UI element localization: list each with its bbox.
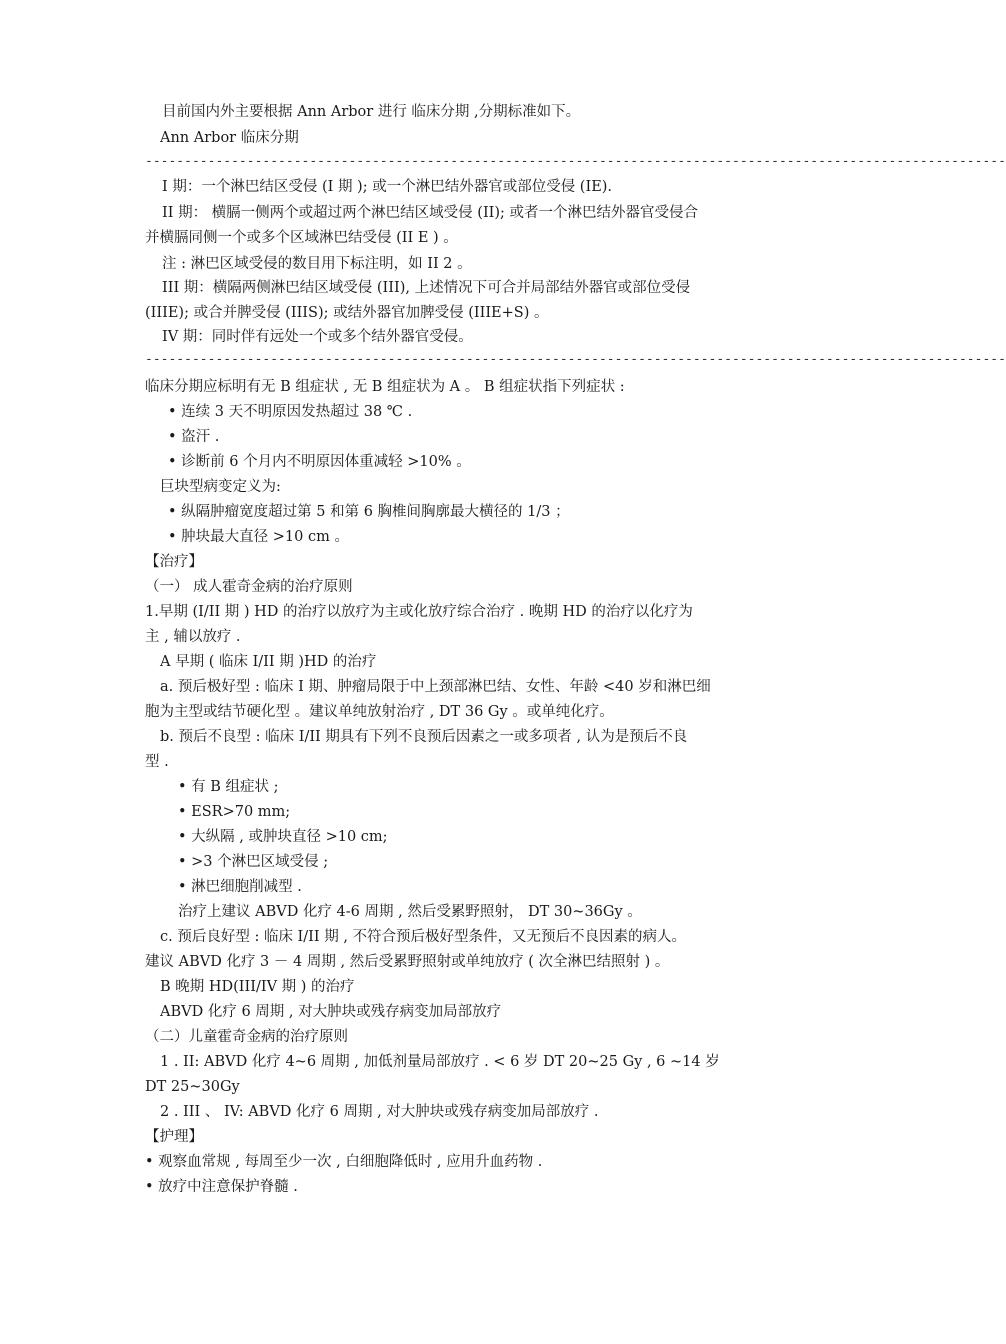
paragraph-line: b. 预后不良型 : 临床 I/II 期具有下列不良预后因素之一或多项者 , 认为是预后不良 xyxy=(160,729,688,745)
intro-line: 目前国内外主要根据 Ann Arbor 进行 临床分期 ,分期标准如下。 xyxy=(162,104,581,120)
section-heading-treatment: 【治疗】 xyxy=(145,554,203,570)
paragraph-line: a. 预后极好型 : 临床 I 期、肿瘤局限于中上颈部淋巴结、女性、年龄 <40 岁和淋巴细 xyxy=(160,679,711,695)
divider-rule: -------------------------------------------------------------------------------------------------------------- xyxy=(145,154,1006,169)
divider-rule: -------------------------------------------------------------------------------------------------------------- xyxy=(145,352,1006,367)
bullet-item: • 盗汗 . xyxy=(168,429,220,445)
subsection-heading: （二）儿童霍奇金病的治疗原则 xyxy=(145,1029,348,1045)
paragraph-line: 1.早期 (I/II 期 ) HD 的治疗以放疗为主或化放疗综合治疗 . 晚期 HD 的治疗以化疗为 xyxy=(145,604,693,620)
bullet-item: • 观察血常规 , 每周至少一次 , 白细胞降低时 , 应用升血药物 . xyxy=(145,1154,543,1170)
paragraph-line: 治疗上建议 ABVD 化疗 4-6 周期 , 然后受累野照射， DT 30~36Gy 。 xyxy=(178,904,642,920)
stage-i-line: I 期：一个淋巴结区受侵 (I 期 ); 或一个淋巴结外器官或部位受侵 (IE). xyxy=(162,179,613,195)
paragraph-line: 建议 ABVD 化疗 3 － 4 周期 , 然后受累野照射或单纯放疗 ( 次全淋巴结照射 ) 。 xyxy=(145,954,670,970)
paragraph-line: DT 25~30Gy xyxy=(145,1079,240,1095)
bullet-item: • ESR>70 mm; xyxy=(178,804,291,820)
bullet-item: • 连续 3 天不明原因发热超过 38 ℃ . xyxy=(168,404,413,420)
paragraph-line: 1 . II: ABVD 化疗 4~6 周期 , 加低剂量局部放疗 . < 6 岁 DT 20~25 Gy , 6 ~14 岁 xyxy=(160,1054,720,1070)
bullet-item: • 有 B 组症状 ; xyxy=(178,779,279,795)
stage-iii-continued: (IIIE); 或合并脾受侵 (IIIS); 或结外器官加脾受侵 (IIIE+S) 。 xyxy=(145,305,549,321)
bullet-item: • 肿块最大直径 >10 cm 。 xyxy=(168,529,349,545)
bullet-item: • 大纵隔 , 或肿块直径 >10 cm; xyxy=(178,829,388,845)
bullet-item: • 放疗中注意保护脊髓 . xyxy=(145,1179,298,1195)
bullet-item: • 诊断前 6 个月内不明原因体重减轻 >10% 。 xyxy=(168,454,471,470)
paragraph-line: ABVD 化疗 6 周期 , 对大肿块或残存病变加局部放疗 xyxy=(160,1004,502,1020)
bullet-item: • >3 个淋巴区域受侵 ; xyxy=(178,854,329,870)
subheading: A 早期 ( 临床 I/II 期 )HD 的治疗 xyxy=(160,654,377,670)
subsection-heading: （一） 成人霍奇金病的治疗原则 xyxy=(145,579,353,595)
stage-iii-line: III 期：横隔两侧淋巴结区域受侵 (III), 上述情况下可合并局部结外器官或部位受侵 xyxy=(162,280,691,296)
stage-ii-continued: 并横膈同侧一个或多个区域淋巴结受侵 (II E ) 。 xyxy=(145,230,458,246)
staging-heading: Ann Arbor 临床分期 xyxy=(160,130,299,146)
paragraph-line: c. 预后良好型 : 临床 I/II 期 , 不符合预后极好型条件，又无预后不良因素的病人。 xyxy=(160,929,687,945)
paragraph-line: 2 . III 、 IV: ABVD 化疗 6 周期 , 对大肿块或残存病变加局部放疗 . xyxy=(160,1104,599,1120)
bullet-item: • 淋巴细胞削减型 . xyxy=(178,879,302,895)
stage-iv-line: IV 期：同时伴有远处一个或多个结外器官受侵。 xyxy=(162,329,473,345)
bulky-definition: 巨块型病变定义为: xyxy=(160,479,281,495)
stage-note: 注 : 淋巴区域受侵的数目用下标注明，如 II 2 。 xyxy=(162,256,472,272)
stage-ii-line: II 期： 横膈一侧两个或超过两个淋巴结区域受侵 (II); 或者一个淋巴结外器官受侵合 xyxy=(162,205,699,221)
paragraph-line: 胞为主型或结节硬化型 。建议单纯放射治疗 , DT 36 Gy 。或单纯化疗。 xyxy=(145,704,614,720)
b-symptom-intro: 临床分期应标明有无 B 组症状 , 无 B 组症状为 A 。 B 组症状指下列症状 : xyxy=(145,379,625,395)
section-heading-nursing: 【护理】 xyxy=(145,1129,203,1145)
subheading: B 晚期 HD(III/IV 期 ) 的治疗 xyxy=(160,979,355,995)
paragraph-line: 主 , 辅以放疗 . xyxy=(145,629,241,645)
bullet-item: • 纵隔肿瘤宽度超过第 5 和第 6 胸椎间胸廓最大横径的 1/3 ； xyxy=(168,504,570,520)
paragraph-line: 型 . xyxy=(145,754,169,770)
